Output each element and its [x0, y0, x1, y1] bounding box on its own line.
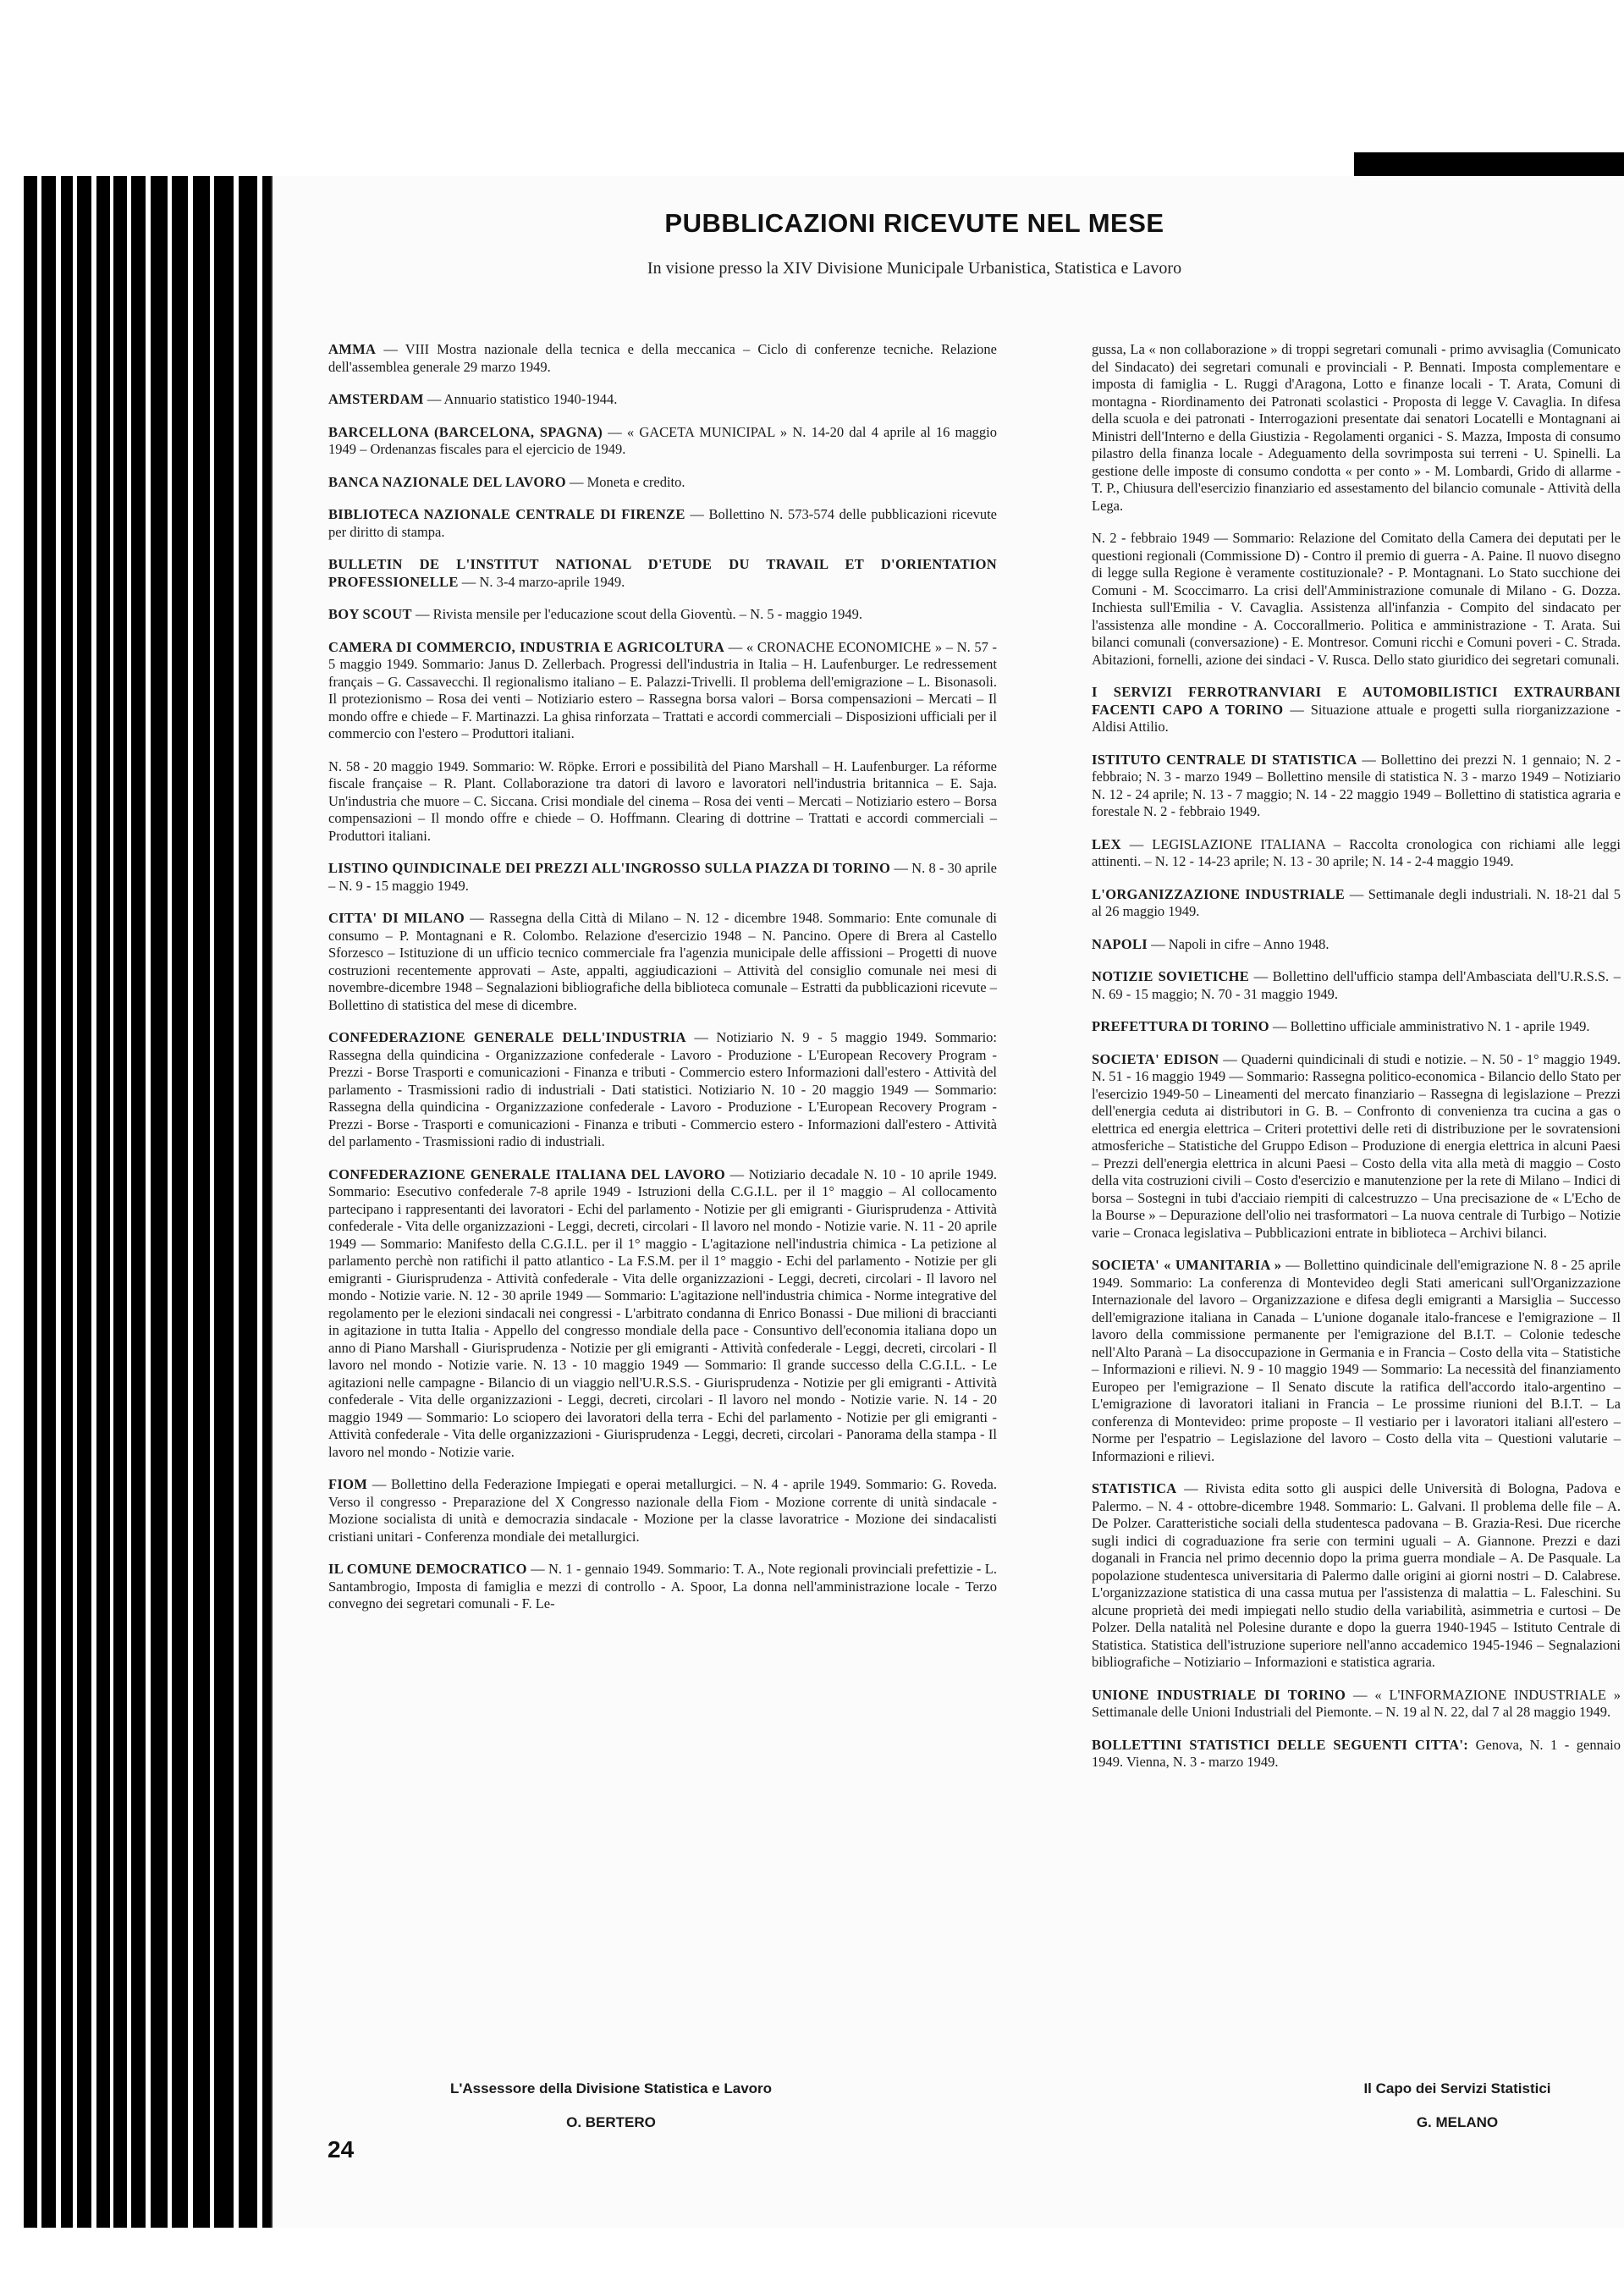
publication-entry — [1092, 1257, 1621, 1465]
publication-entry — [328, 860, 997, 895]
publication-title: PREFETTURA DI TORINO — [1092, 1018, 1269, 1034]
page-subtitle: In visione presso la XIV Divisione Municipale Urbanistica, Statistica e Lavoro — [647, 259, 1182, 278]
publication-entry — [328, 758, 997, 846]
publication-entry — [328, 556, 997, 591]
publication-description: — LEGISLAZIONE ITALIANA – Raccolta cronologica con richiami alle leggi attinenti. – N. 12 - 14-23 aprile; N. 13 - 30 aprile; N. 14 - 2-4 maggio 1949. — [1092, 835, 1621, 869]
publication-title: UNIONE INDUSTRIALE DI TORINO — [1092, 1686, 1346, 1703]
publication-description: — Rassegna della Città di Milano – N. 12 - dicembre 1948. Sommario: Ente comunale di consumo – P. Montagnani e R. Colombo. Relazione d'esercizio 1948 – N. Pancino. Opere di Brera al Castello Sforzesco – Istituzione di un ufficio tecnico commerciale fra l'agenzia municipale delle affissioni – Progetti di nuove costruzioni recentemente approvati – Aste, appalti, aggiudicazioni – Attività del consiglio comunale nei mesi di novembre-dicembre 1948 – Segnalazioni bibliografiche della biblioteca comunale – Estratti da pubblicazioni ricevute – Bollettino di statistica del mese di dicembre. — [328, 910, 997, 1013]
publication-entry — [328, 606, 997, 624]
publication-entry — [1092, 341, 1621, 515]
publication-entry — [328, 506, 997, 541]
publication-description: — Bollettino N. 573-574 delle pubblicazioni ricevute per diritto di stampa. — [328, 506, 998, 540]
publication-description: — Annuario statistico 1940-1944. — [427, 391, 618, 407]
publication-description: — N. 8 - 30 aprile – N. 9 - 15 maggio 1949. — [328, 860, 997, 894]
scan-top-margin — [0, 0, 1354, 176]
page-title: PUBBLICAZIONI RICEVUTE NEL MESE — [664, 208, 1164, 238]
publication-description: — Bollettino della Federazione Impiegati e operai metallurgici. – N. 4 - aprile 1949. Sommario: G. Roveda. Verso il congresso - Preparazione del X Congresso nazionale della Fiom - Mozione corrente di unità sindacale - Mozione socialista di unità e democrazia sindacale - Mozione per la classe lavoratrice - Mozione dei sindacalisti cristiani unitari - Conferenza mondiale dei metallurgici. — [328, 1476, 998, 1545]
footer-right-name: G. MELANO — [1416, 2114, 1499, 2130]
publication-description: N. 2 - febbraio 1949 — Sommario: Relazione del Comitato della Camera dei deputati per le questioni regionali (Commissione D) - Contro il premio di guerra - A. Paine. Il nuovo disegno di legge sulla Regione è veramente costituzionale? - P. Montagnani. Lo Stato succhione dei Comuni - M. Scoccimarro. La crisi dell'Amministrazione comunale di Milano - G. Dozza. Inchiesta sull'Emilia - V. Cavaglia. Assistenza all'infanzia - Compito del sindacato per l'assistenza alle mondine - A. Coccorallmerio. Politica e amministrazione - T. Arata. Sui bilanci comunali (conversazione) - E. Montresor. Comuni ricchi e Comuni poveri - C. Strada. Abitazioni, fornelli, azione dei sindaci - V. Rusca. Dello stato giuridico dei segretari comunali. — [1092, 530, 1621, 668]
page-edge — [210, 176, 214, 2228]
publication-description: gussa, La « non collaborazione » di troppi segretari comunali - primo avvisaglia (Comunicato del Sindacato) dei segretari comunali e provinciali - P. Bennati. Imposta complementare e imposta di famiglia - L. Ruggi d'Aragona, Lotto e finanze locali - T. Arata, Comuni di montagna - Riordinamento dei Patronati scolastici - Proposta di legge V. Cavaglia. In difesa della scuola e dei patronati - Interrogazioni presentate dai senatori Locatelli e Montagnani ai Ministri dell'Interno e della Giustizia - Regolamenti organici - S. Mazza, Imposta di consumo pilastro della finanza locale - Adeguamento della sovrimposta sui terreni - U. Spinelli. La gestione delle imposte di consumo condotta « per conto » - M. Lombardi, Grido di allarme - T. P., Chiusura dell'esercizio finanziario ed assestamento del bilancio comunale - Attività della Lega. — [1092, 341, 1621, 514]
publication-title: NOTIZIE SOVIETICHE — [1092, 968, 1250, 984]
publication-entry — [1092, 936, 1621, 954]
publication-title: ISTITUTO CENTRALE DI STATISTICA — [1092, 751, 1357, 768]
publication-entry — [328, 1561, 997, 1613]
publication-description: — « CRONACHE ECONOMICHE » – N. 57 - 5 maggio 1949. Sommario: Janus D. Zellerbach. Progressi dell'industria in Italia – H. Laufenburger. Le redressement français – G. Cassavecchi. Il regionalismo italiano – E. Palazzi-Trivelli. Il problema dell'emigrazione – L. Bisonasoli. Il protezionismo – Rosa dei venti – Notiziario estero – Rassegna borsa valori – Borsa compensazioni – Mercati – Il mondo offre e chiede – F. Martinazzi. La ghisa rinforzata – Trattati e accordi commerciali – Disposizioni ufficiali per il commercio con l'estero – Produttori italiani. — [328, 638, 998, 741]
page-edge — [146, 176, 151, 2228]
right-column — [1092, 341, 1621, 1787]
page-edge — [37, 176, 41, 2228]
page-edge — [168, 176, 172, 2228]
publication-entry — [1092, 752, 1621, 821]
publication-entry — [1092, 1737, 1621, 1771]
publication-title: SOCIETA' « UMANITARIA » — [1092, 1257, 1282, 1273]
publication-description: — Moneta e credito. — [569, 473, 685, 490]
publication-title: LEX — [1092, 835, 1121, 852]
page-edge — [56, 176, 61, 2228]
publication-entry — [328, 1476, 997, 1545]
publication-entry — [1092, 684, 1621, 736]
publication-title: IL COMUNE DEMOCRATICO — [328, 1561, 527, 1577]
publication-entry — [328, 1029, 997, 1151]
publication-description: N. 58 - 20 maggio 1949. Sommario: W. Röpke. Errori e possibilità del Piano Marshall – H. Laufenburger. La réforme fiscale française – R. Plant. Collaborazione tra datori di lavoro e lavoratori nell'industria britannica – E. Saja. Un'industria che muore – C. Siccana. Crisi mondiale del cinema – Rosa dei venti – Mercati – Notiziario estero – Borsa compensazioni – Il mondo offre e chiede – O. Hoffmann. Clearing di dottrine – Trattati e accordi commerciali – Produttori italiani. — [328, 758, 997, 844]
publication-entry — [328, 639, 997, 743]
publication-description: — Notiziario N. 9 - 5 maggio 1949. Sommario: Rassegna della quindicina - Organizzazione confederale - Lavoro - Produzione - L'European Recovery Program - Prezzi - Borse Trasporti e comunicazioni - Finanza e tributi - Commercio estero Informazioni dall'estero - Attività del parlamento - Trasmissioni radio di industriali - Dati statistici. Notiziario N. 10 - 20 maggio 1949 — Sommario: Rassegna della quindicina - Organizzazione confederale - Lavoro - Produzione - L'European Recovery Program - Prezzi - Borse - Trasporti e comunicazioni - Finanza e tributi - Commercio estero - Informazioni dall'estero - Attività del parlamento - Trasmissioni radio di industriali. — [328, 1029, 998, 1149]
publication-entry — [328, 1166, 997, 1462]
publication-title: I SERVIZI FERROTRANVIARI E AUTOMOBILISTICI EXTRAURBANI FACENTI CAPO A TORINO — [1092, 684, 1621, 718]
publication-title: BARCELLONA (BARCELONA, SPAGNA) — [328, 423, 603, 440]
document-page — [273, 176, 1624, 2228]
publication-description: — Situazione attuale e progetti sulla riorganizzazione - Aldisi Attilio. — [1092, 701, 1621, 735]
publication-title: FIOM — [328, 1476, 368, 1492]
publication-description: — Notiziario decadale N. 10 - 10 aprile 1949. Sommario: Esecutivo confederale 7-8 aprile 1949 - Istruzioni della C.G.I.L. per il 1° maggio – Al collocamento partecipano i rappresentanti dei lavoratori - Echi del parlamento - Notizie per gli emigranti - Giurisprudenza - Attività confederale - Vita delle organizzazioni - Leggi, decreti, circolari - Il lavoro nel mondo - Notizie varie. N. 11 - 20 aprile 1949 — Sommario: Manifesto della C.G.I.L. per il 1° maggio - L'agitazione nell'industria chimica - La petizione al parlamento perchè non ratifichi il patto atlantico - La F.S.M. per il 1° maggio - Echi del parlamento - Notizie per gli emigranti - Giurisprudenza - Attività confederale - Vita delle organizzazioni - Leggi, decreti, circolari - Il lavoro nel mondo - Notizie varie. N. 12 - 30 aprile 1949 — Sommario: L'agitazione nell'industria chimica - Norme integrative del regolamento per le elezioni sindacali nei congressi - L'arbitrato condanna di Enrico Bonassi - Due milioni di braccianti in agitazione in tutta Italia - Appello del congresso mondiale della pace - Consuntivo dell'economia italiana dopo un anno di Piano Marshall - Giurisprudenza - Notizie per gli emigranti - Attività confederale - Leggi, decreti, circolari - Il lavoro nel mondo - Notizie varie. N. 13 - 10 maggio 1949 — Sommario: Il grande successo della C.G.I.L. - Le agitazioni nelle campagne - Bilancio di un viaggio nell'U.R.S.S. - Giurisprudenza - Notizie per gli emigranti - Attività confederale - Vita delle organizzazioni - Leggi, decreti, circolari - Il lavoro nel mondo - Notizie varie. N. 14 - 20 maggio 1949 — Sommario: Lo sciopero dei lavoratori della terra - Echi del parlamento - Notizie per gli emigranti - Attività confederale - Vita delle organizzazioni - Giurisprudenza - Leggi, decreti, circolari - Panorama della stampa - Il lavoro nel mondo - Notizie varie. — [328, 1165, 997, 1460]
publication-title: BOLLETTINI STATISTICI DELLE SEGUENTI CITTA': — [1092, 1736, 1469, 1753]
page-edge — [234, 176, 239, 2228]
scan-top-right-margin — [1354, 0, 1624, 152]
publication-title: CONFEDERAZIONE GENERALE DELL'INDUSTRIA — [328, 1029, 686, 1045]
publication-entry — [1092, 968, 1621, 1003]
publication-description: Genova, N. 1 - gennaio 1949. Vienna, N. 3 - marzo 1949. — [1092, 1736, 1621, 1770]
publication-entry — [1092, 1051, 1621, 1242]
publication-description: — Napoli in cifre – Anno 1948. — [1151, 935, 1329, 952]
publication-entry — [1092, 1018, 1621, 1036]
publication-description: — Bollettino ufficiale amministrativo N. 1 - aprile 1949. — [1272, 1018, 1590, 1034]
page-edge — [19, 176, 24, 2228]
footer-left-signature — [399, 2080, 823, 2131]
page-edge — [73, 176, 77, 2228]
publication-entry — [328, 474, 997, 492]
page-edge — [257, 176, 262, 2228]
publication-title: BOY SCOUT — [328, 606, 412, 622]
scan-bottom-margin — [0, 2228, 1624, 2270]
left-column — [328, 341, 997, 1628]
publication-description: — « L'INFORMAZIONE INDUSTRIALE » Settimanale delle Unioni Industriali del Piemonte. – N. 19 al N. 22, dal 7 al 28 maggio 1949. — [1092, 1686, 1621, 1720]
publication-description: — N. 3-4 marzo-aprile 1949. — [461, 573, 625, 590]
publication-entry — [328, 910, 997, 1014]
publication-title: BIBLIOTECA NAZIONALE CENTRALE DI FIRENZE — [328, 506, 685, 522]
publication-entry — [1092, 886, 1621, 921]
footer-left-name: O. BERTERO — [566, 2114, 656, 2130]
publication-title: AMSTERDAM — [328, 391, 424, 407]
footer-right-signature — [1288, 2080, 1624, 2131]
publication-title: AMMA — [328, 341, 377, 357]
footer-right-title: Il Capo dei Servizi Statistici — [1363, 2080, 1551, 2096]
page-edge — [188, 176, 193, 2228]
publication-description: — Bollettino dei prezzi N. 1 gennaio; N. 2 - febbraio; N. 3 - marzo 1949 – Bollettino mensile di statistica N. 3 - marzo 1949 – Notiziario N. 12 - 24 aprile; N. 13 - 7 maggio; N. 14 - 22 maggio 1949 – Bollettino di statistica agraria e forestale N. 2 - febbraio 1949. — [1092, 751, 1621, 819]
publication-description: — Rivista mensile per l'educazione scout della Gioventù. – N. 5 - maggio 1949. — [415, 606, 863, 622]
publication-entry — [1092, 530, 1621, 669]
publication-title: L'ORGANIZZAZIONE INDUSTRIALE — [1092, 885, 1346, 902]
publication-title: STATISTICA — [1092, 1480, 1177, 1496]
publication-description: — Rivista edita sotto gli auspici delle Università di Bologna, Padova e Palermo. – N. 4 - ottobre-dicembre 1948. Sommario: L. Galvani. Il problema delle file – A. De Polzer. Caratteristiche sociali della studentesca padovana – B. Grazia-Resi. Due ricerche sugli indici di cograduazione fra serie con termini uguali – A. Giannone. Prezzi e dazi doganali in Francia nel primo decennio dopo la prima guerra mondiale – A. De Pasquale. La popolazione studentesca universitaria di Palermo dalle origini ai giorni nostri – D. Calabrese. L'organizzazione statistica di una cassa mutua per l'assistenza di malattia – L. Faleschini. Su alcune proprietà dei medi impiegati nello studio della variabilità, asimmetria e curtosi – De Polzer. Della natalità nel Polesine durante e dopo la guerra 1940-1945 – Istituto Centrale di Statistica. Statistica dell'istruzione superiore nell'anno accademico 1945-1946 – Segnalazioni bibliografiche – Notiziario – Informazioni e statistica agraria. — [1092, 1480, 1621, 1670]
book-page-edges — [19, 176, 273, 2228]
footer-left-title: L'Assessore della Divisione Statistica e Lavoro — [449, 2080, 773, 2096]
publication-description: — Quaderni quindicinali di studi e notizie. – N. 50 - 1° maggio 1949. N. 51 - 16 maggio 1949 — Sommario: Rassegna politico-economica - Bilancio dello Stato per l'esercizio 1949-50 – Lineamenti del mercato finanziario – Rassegna di legislazione – Prezzi dell'energia ceduta ai distributori in G. B. – Confronto di convenienza tra cucina a gas o elettrica ed energia elettrica – Criteri protettivi delle reti di distribuzione per le sovratensioni atmosferiche – Statistiche del Gruppo Edison – Produzione di energia elettrica in alcuni Paesi – Prezzi dell'energia elettrica in alcuni Paesi – Costo della vita alla metà di maggio – Costo della vita costruzioni civili – Costo d'esercizio e manutenzione per la rete di Milano – Indici di borsa – Sostegni in tubi d'acciaio riempiti di calcestruzzo – Una precisazione de « L'Echo de la Bourse » – Depurazione dell'olio nei trasformatori – La nuova centrale di Turbigo – Notizie varie – Cronaca legislativa – Pubblicazioni entrate in biblioteca – Archivi bilanci. — [1092, 1050, 1621, 1241]
publication-entry — [1092, 1687, 1621, 1722]
page-edge — [91, 176, 96, 2228]
page-number: 24 — [328, 2136, 355, 2163]
publication-title: LISTINO QUINDICINALE DEI PREZZI ALL'INGROSSO SULLA PIAZZA DI TORINO — [328, 860, 891, 876]
publication-title: SOCIETA' EDISON — [1092, 1050, 1219, 1067]
publication-description: — VIII Mostra nazionale della tecnica e della meccanica – Ciclo di conferenze tecniche. Relazione dell'assemblea generale 29 marzo 1949. — [328, 341, 998, 375]
page-header — [273, 208, 1624, 278]
publication-entry — [328, 424, 997, 459]
page-edge — [127, 176, 131, 2228]
publication-description: — Bollettino quindicinale dell'emigrazione N. 8 - 25 aprile 1949. Sommario: La conferenza di Montevideo degli Stati americani sull'Organizzazione Internazionale del lavoro – Organizzazione e difesa degli emigranti a Marsiglia – Successo dell'emigrazione italiana in Canada – L'unione doganale italo-francese e l'emigrazione – Il lavoro della commissione permanente per l'emigrazione del B.I.T. – Colonie tedesche nell'Alto Paranà – La disoccupazione in Germania e in Francia – Costo della vita – Statistiche – Informazioni e rilievi. N. 9 - 10 maggio 1949 — Sommario: La necessità del finanziamento Europeo per l'emigrazione – Il Senato discute la ratifica dell'accordo italo-argentino – L'emigrazione di lavoratori italiani in Francia – Le prossime riunioni del B.I.T. – La conferenza di Montevideo: prime proposte – Il vestiario per i lavoratori italiani all'estero – Norme per l'espatrio – Legislazione del lavoro – Costo della vita – Questioni valutarie – Informazioni e rilievi. — [1092, 1257, 1621, 1464]
publication-entry — [1092, 836, 1621, 871]
publication-title: NAPOLI — [1092, 935, 1148, 952]
page-edge — [110, 176, 113, 2228]
publication-description: — Bollettino dell'ufficio stampa dell'Ambasciata dell'U.R.S.S. – N. 69 - 15 maggio; N. 70 - 31 maggio 1949. — [1092, 968, 1621, 1002]
publication-title: BULLETIN DE L'INSTITUT NATIONAL D'ETUDE DU TRAVAIL ET D'ORIENTATION PROFESSIONELLE — [328, 556, 997, 590]
publication-description: — N. 1 - gennaio 1949. Sommario: T. A., Note regionali provinciali prefettizie - L. Santambrogio, Imposta di famiglia e mezzi di controllo - A. Spoor, La donna nell'amministrazione locale - Terzo convegno dei segretari comunali - F. Le- — [328, 1561, 997, 1612]
publication-entry — [328, 391, 997, 409]
publication-entry — [1092, 1480, 1621, 1672]
scan-left-margin — [0, 176, 19, 2270]
publication-description: — Settimanale degli industriali. N. 18-21 dal 5 al 26 maggio 1949. — [1092, 885, 1621, 919]
publication-title: CITTA' DI MILANO — [328, 910, 465, 926]
publication-title: CONFEDERAZIONE GENERALE ITALIANA DEL LAVORO — [328, 1165, 726, 1182]
publication-entry — [328, 341, 997, 376]
publication-title: BANCA NAZIONALE DEL LAVORO — [328, 473, 566, 490]
publication-title: CAMERA DI COMMERCIO, INDUSTRIA E AGRICOLTURA — [328, 638, 725, 655]
publication-description: — « GACETA MUNICIPAL » N. 14-20 dal 4 aprile al 16 maggio 1949 – Ordenanzas fiscales para el ejercicio de 1949. — [328, 423, 998, 457]
